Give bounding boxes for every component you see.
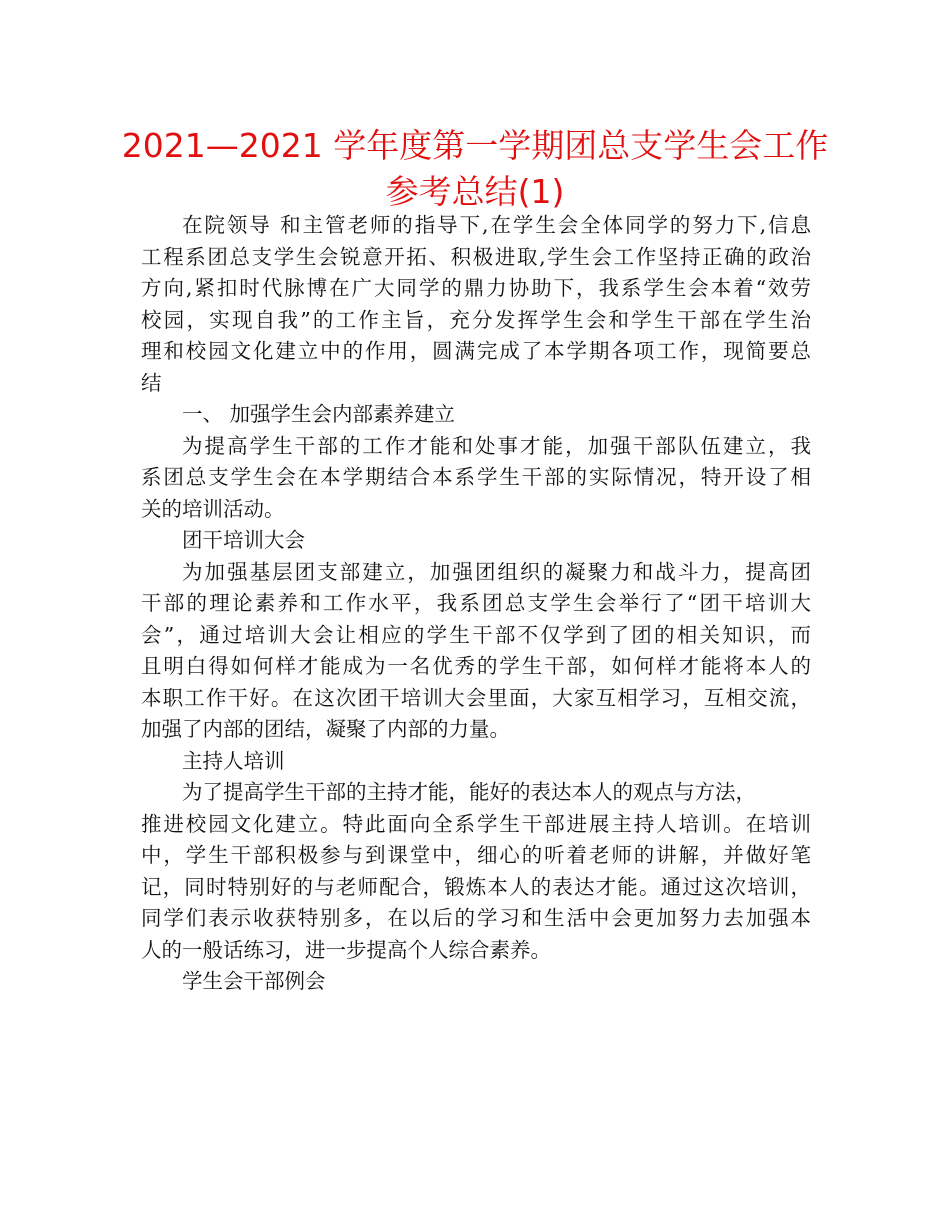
text-line: 主持人培训 bbox=[182, 748, 285, 773]
text-line: 本职工作干好。在这次团干培训大会里面，大家互相学习，互相交流， bbox=[141, 685, 811, 710]
text-line: 工程系团总支学生会锐意开拓、积极进取,学生会工作坚持正确的政治 bbox=[141, 244, 811, 269]
text-line: 为加强基层团支部建立，加强团组织的凝聚力和战斗力，提高团 bbox=[182, 559, 811, 584]
text-line: 关的培训活动。 bbox=[141, 496, 285, 521]
text-line: 方向,紧扣时代脉博在广大同学的鼎力协助下，我系学生会本着“效劳 bbox=[141, 276, 811, 300]
text-line: 学生会干部例会 bbox=[182, 969, 326, 993]
text-line: 加强了内部的团结，凝聚了内部的力量。 bbox=[141, 717, 510, 741]
text-line: 一、 加强学生会内部素养建立 bbox=[182, 402, 456, 426]
document-title-line-2: 参考总结(1) bbox=[385, 172, 565, 211]
text-line: 在院领导 和主管老师的指导下,在学生会全体同学的努力下,信息 bbox=[182, 213, 811, 237]
text-line: 干部的理论素养和工作水平，我系团总支学生会举行了“团干培训大 bbox=[141, 591, 811, 615]
text-line: 同学们表示收获特别多，在以后的学习和生活中会更加努力去加强本 bbox=[141, 906, 811, 930]
text-line: 团干培训大会 bbox=[182, 528, 305, 552]
text-line: 结 bbox=[141, 370, 162, 395]
text-line: 且明白得如何样才能成为一名优秀的学生干部，如何样才能将本人的 bbox=[141, 654, 811, 678]
text-line: 为了提高学生干部的主持才能，能好的表达本人的观点与方法， bbox=[182, 780, 756, 804]
document-body bbox=[141, 210, 811, 998]
text-line: 为提高学生干部的工作才能和处事才能，加强干部队伍建立，我 bbox=[182, 433, 811, 458]
text-line: 理和校园文化建立中的作用，圆满完成了本学期各项工作，现简要总 bbox=[141, 339, 811, 363]
text-line: 会”，通过培训大会让相应的学生干部不仅学到了团的相关知识，而 bbox=[141, 622, 811, 647]
text-line: 推进校园文化建立。特此面向全系学生干部进展主持人培训。在培训 bbox=[141, 811, 811, 836]
text-line: 校园，实现自我”的工作主旨，充分发挥学生会和学生干部在学生治 bbox=[141, 307, 811, 332]
text-line: 系团总支学生会在本学期结合本系学生干部的实际情况，特开设了相 bbox=[141, 465, 811, 489]
text-line: 记，同时特别好的与老师配合，锻炼本人的表达才能。通过这次培训， bbox=[141, 874, 811, 899]
document-title-line-1: 2021—2021 学年度第一学期团总支学生会工作 bbox=[121, 126, 829, 165]
text-line: 人的一般话练习，进一步提高个人综合素养。 bbox=[141, 937, 551, 962]
text-line: 中，学生干部积极参与到课堂中，细心的听着老师的讲解，并做好笔 bbox=[141, 843, 811, 867]
